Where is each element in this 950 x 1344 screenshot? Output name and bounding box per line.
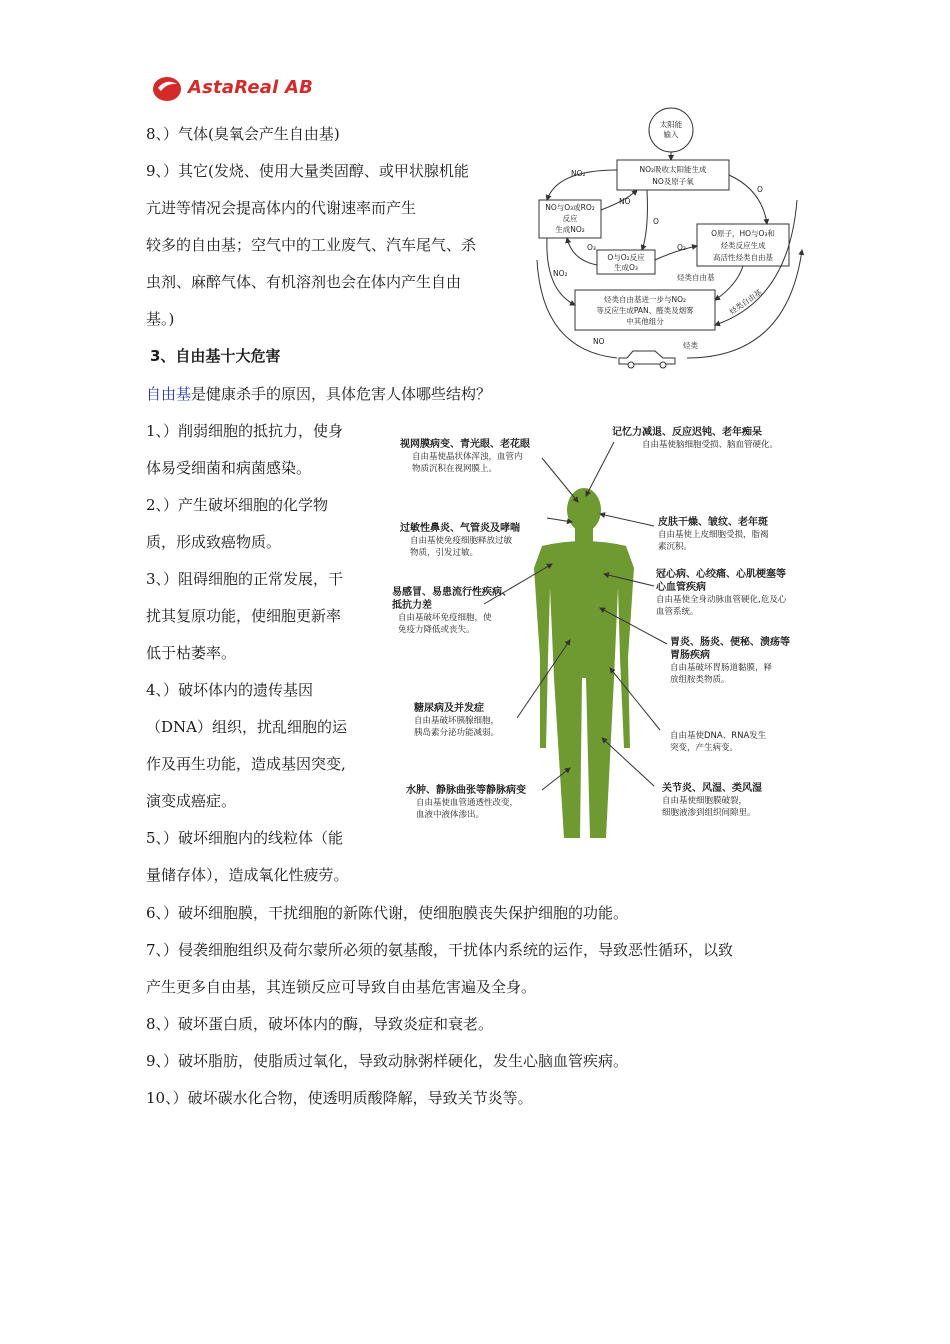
brand-logo (152, 74, 322, 104)
text-line: 10、）破坏碳水化合物，使透明质酸降解，导致关节炎等。 (146, 1089, 533, 1107)
box-text: 生成O₃ (614, 263, 638, 272)
sun-label: 太阳能 (659, 120, 683, 129)
text-line: 扰其复原功能，使细胞更新率 (146, 607, 342, 625)
text-line: 5、）破坏细胞内的线粒体（能 (146, 829, 344, 847)
text-line: 7、）侵袭细胞组织及荷尔蒙所必须的氨基酸，干扰体内系统的运作，导致恶性循环，以致 (146, 941, 734, 959)
text-line: 8、）破坏蛋白质，破坏体内的酶，导致炎症和衰老。 (146, 1015, 494, 1033)
annotation-joint: 关节炎、风湿、类风湿 自由基使细胞膜破裂， 细胞液渗到组织间隙里。 (662, 783, 762, 818)
intro-line (146, 384, 491, 404)
flow-label: O₃ (587, 243, 596, 252)
flow-label: NO (593, 337, 605, 346)
annotation-heart: 冠心病、心绞痛、心肌梗塞等 心血管疾病 自由基使全身动脉血管硬化,危及心 血管系统。 (656, 569, 787, 617)
annotation-eye: 视网膜病变、青光眼、老花眼 自由基使晶状体浑浊，血管内 物质沉积在视网膜上。 (400, 439, 530, 474)
section-heading: 3、自由基十大危害 (150, 347, 281, 365)
annotation-skin: 皮肤干燥、皱纹、老年斑 自由基使上皮细胞受损，脂褐 素沉积。 (658, 517, 769, 552)
free-radical-body-diagram (392, 418, 818, 850)
text-line: 产生更多自由基，其连锁反应可导致自由基危害遍及全身。 (146, 978, 537, 996)
annotation-immune: 易感冒、易患流行性疾病、 抵抗力差 自由基破坏免疫细胞，使 免疫力降低或丧失。 (392, 587, 512, 635)
human-silhouette (534, 488, 634, 838)
text-line: 质，形成致癌物质。 (146, 533, 282, 551)
box-text: NO₂吸收太阳能生成 (639, 165, 707, 174)
box-text: NO与O₃或RO₂ (545, 203, 595, 212)
text-line: 基。) (146, 310, 175, 328)
text-line: 亢进等情况会提高体内的代谢速率而产生 (146, 199, 417, 217)
text-line: 9、）破坏脂肪，使脂质过氧化，导致动脉粥样硬化，发生心脑血管疾病。 (146, 1052, 629, 1070)
box-text: 反应 (562, 214, 578, 223)
flow-label: 烃类 (683, 341, 698, 350)
annotation-dna: 自由基使DNA、RNA发生 突变，产生病变。 (670, 731, 767, 753)
annotation-brain: 记忆力减退、反应迟钝、老年痴呆 自由基使脑细胞受损、脑血管硬化。 (612, 427, 779, 450)
text-line: 1、）削弱细胞的抵抗力，使身 (146, 422, 344, 440)
flow-label: NO₂ (571, 169, 586, 178)
text-line: 作及再生功能，造成基因突变, (146, 755, 346, 773)
flow-label: O₂ (677, 243, 686, 252)
text-line: 6、）破坏细胞膜，干扰细胞的新陈代谢，使细胞膜丧失保护细胞的功能。 (146, 904, 629, 922)
intro-text: 是健康杀手的原因，具体危害人体哪些结构？ (191, 385, 492, 403)
text-line: 较多的自由基；空气中的工业废气、汽车尾气、杀 (146, 236, 477, 254)
box-text: 中其他组分 (626, 317, 664, 326)
text-line: 9、）其它(发烧、使用大量类固醇、或甲状腺机能 (146, 162, 469, 180)
flow-label: O (653, 217, 659, 226)
flow-label: NO₂ (553, 269, 568, 278)
box-text: 烃类自由基进一步与NO₂ (603, 295, 687, 304)
annotation-gut: 胃炎、肠炎、便秘、溃疡等 胃肠疾病 自由基破坏胃肠道黏膜，释 放组胺类物质。 (670, 637, 790, 685)
logo-text: AstaReal AB (188, 77, 314, 98)
text-line: （DNA）组织，扰乱细胞的运 (146, 718, 347, 736)
flow-label: 烃类自由基 (727, 287, 764, 317)
box-text: NO及原子氧 (652, 177, 694, 186)
box-text: 高活性烃类自由基 (713, 253, 773, 262)
text-line: 3、）阻碍细胞的正常发展，干 (146, 570, 344, 588)
text-line: 演变成癌症。 (146, 792, 237, 810)
free-radical-link[interactable]: 自由基 (146, 385, 192, 403)
annotation-vein: 水肿、静脉曲张等静脉病变 自由基使血管通透性改变， 血液中液体渗出。 (406, 785, 526, 820)
box-text: 等反应生成PAN、醛类及烟雾 (596, 306, 694, 315)
box-text: O原子，HO与O₃和 (711, 229, 775, 238)
text-line: 低于枯萎率。 (146, 644, 237, 662)
flow-label: O (757, 185, 763, 194)
box-text: O与O₂反应 (607, 253, 645, 262)
text-line: 8、）气体(臭氧会产生自由基) (146, 125, 340, 143)
smog-cycle-diagram (527, 100, 815, 380)
car-icon (619, 351, 675, 368)
text-line: 4、）破坏体内的遗传基因 (146, 681, 314, 699)
annotation-allergy: 过敏性鼻炎、气管炎及哮喘 自由基使免疫细胞释放过敏 物质，引发过敏。 (400, 523, 520, 558)
text-line: 虫剂、麻醉气体、有机溶剂也会在体内产生自由 (146, 273, 462, 291)
logo-mark-icon (152, 74, 186, 104)
box-text: 生成NO₂ (555, 225, 585, 234)
flow-label: 烃类自由基 (677, 273, 715, 282)
annotation-diabetes: 糖尿病及并发症 自由基破坏胰腺细胞， 胰岛素分泌功能减弱。 (414, 703, 500, 738)
box-text: 烃类反应生成 (720, 241, 766, 250)
text-line: 体易受细菌和病菌感染。 (146, 459, 312, 477)
flow-label: NO (619, 197, 631, 206)
text-line: 2、）产生破坏细胞的化学物 (146, 496, 329, 514)
text-line: 量储存体），造成氧化性疲劳。 (146, 866, 349, 884)
sun-label: 输入 (663, 130, 679, 139)
